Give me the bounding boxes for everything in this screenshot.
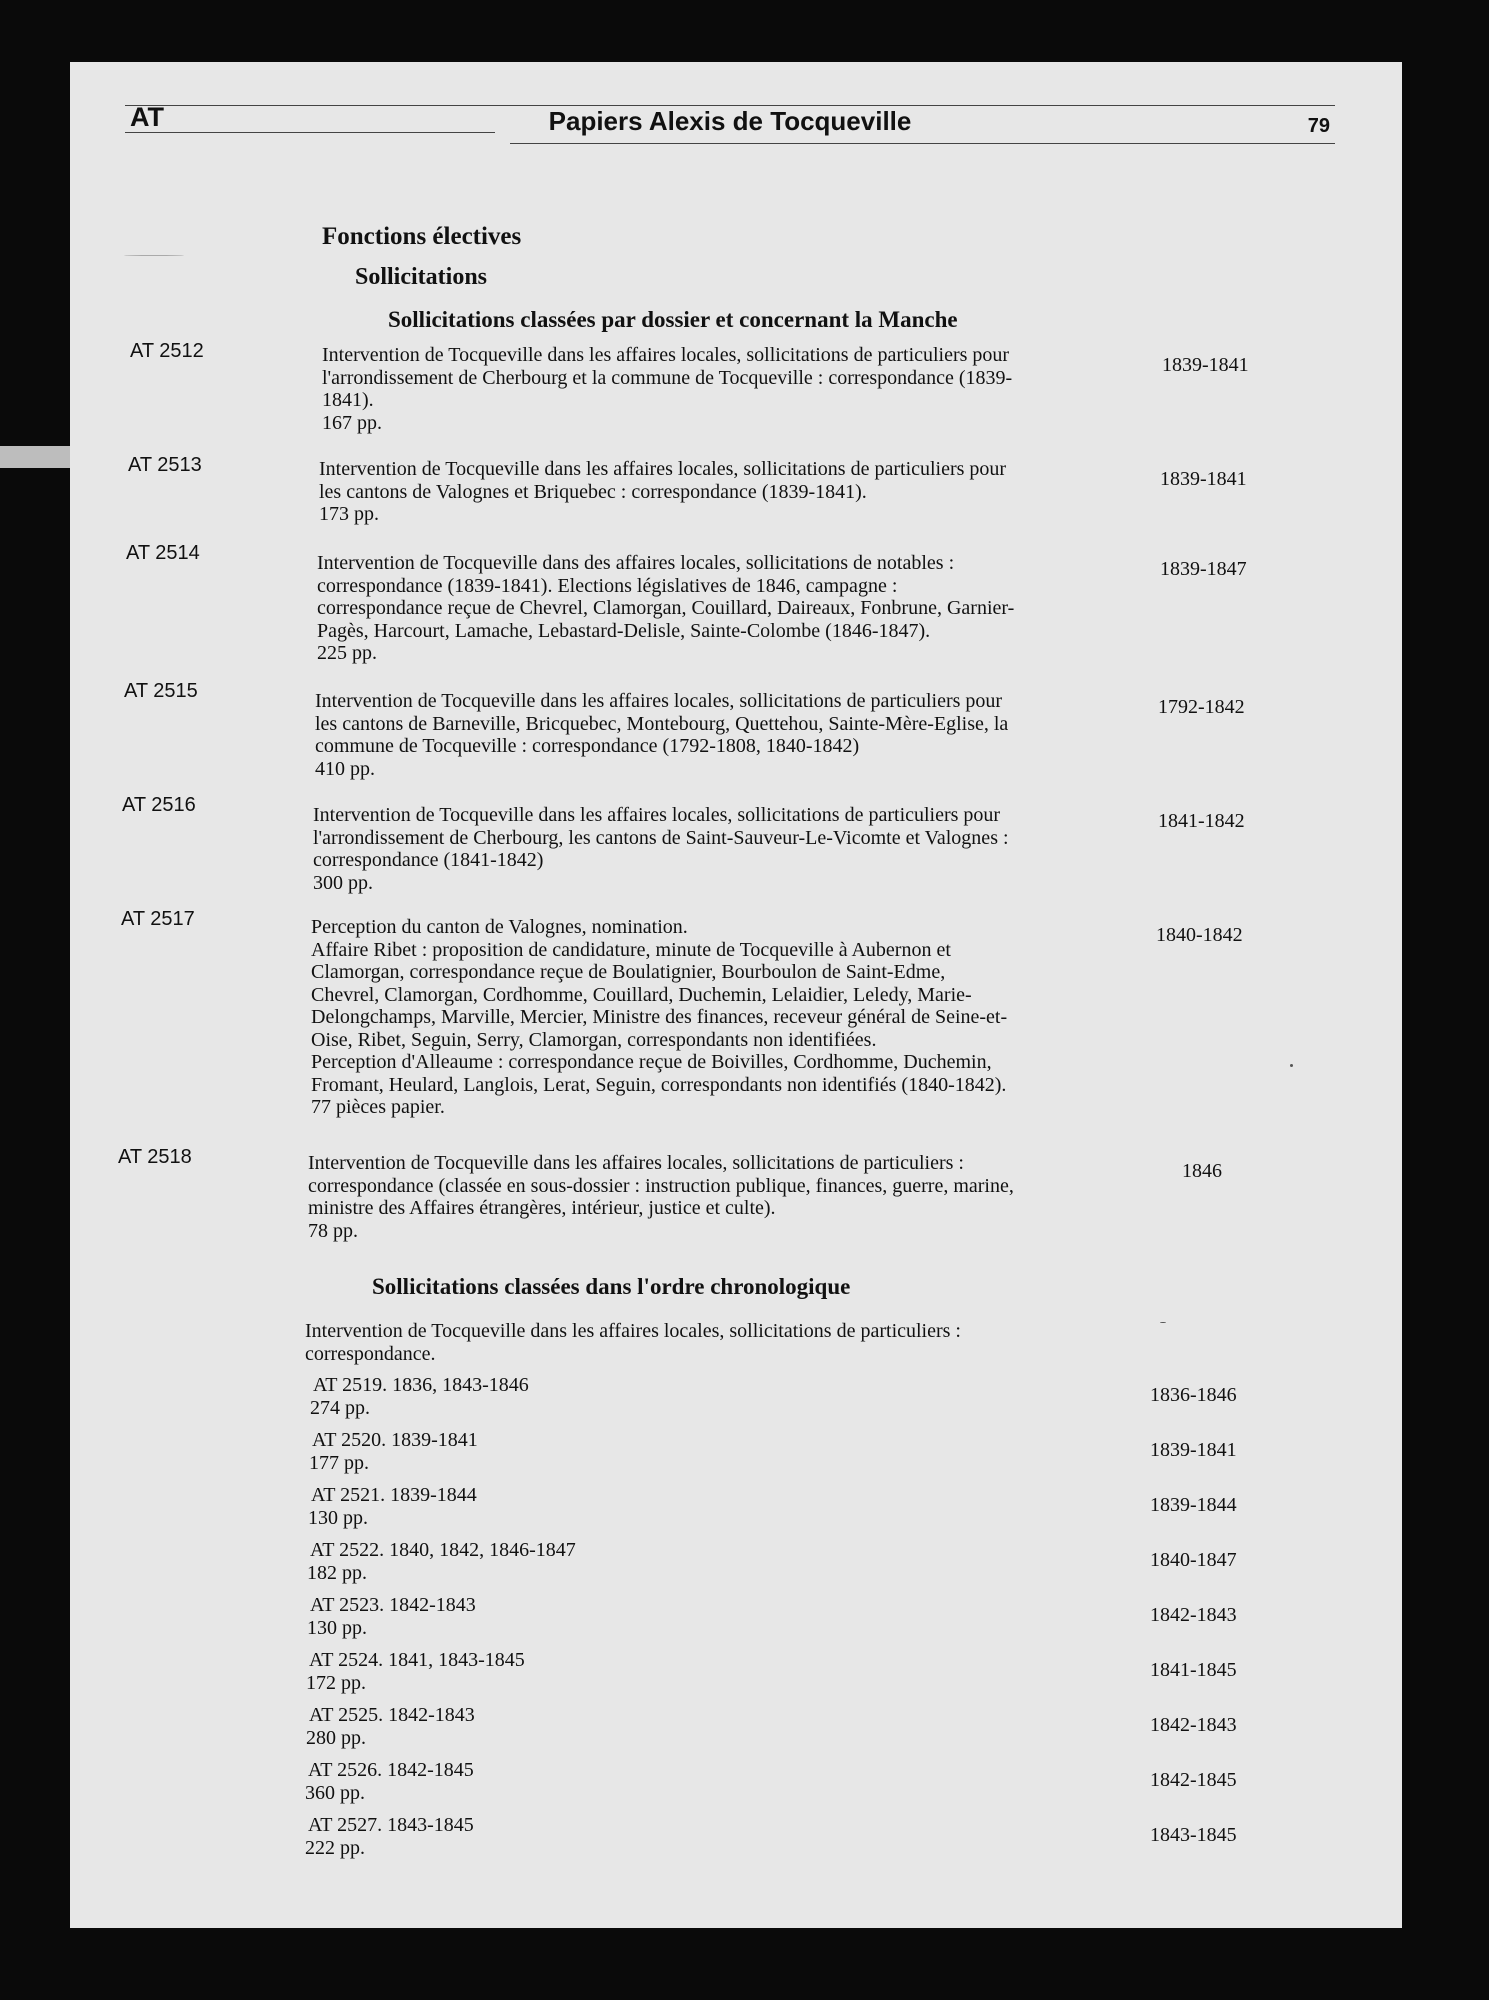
entry-code: AT 2512	[130, 340, 204, 362]
entry-line: correspondance (classée en sous-dossier : instruction publique, finances, guerre, marine,	[308, 1174, 1014, 1197]
entry-description	[319, 458, 1119, 526]
chrono-item	[305, 1759, 908, 1804]
chrono-item	[310, 1374, 913, 1419]
entry-code: AT 2517	[121, 908, 195, 930]
chrono-item-date: 1840-1847	[1150, 1549, 1237, 1571]
section-heading-4: Sollicitations classées dans l'ordre chronologique	[372, 1274, 851, 1299]
chrono-item-date: 1843-1845	[1150, 1824, 1237, 1846]
entry-date: 1792-1842	[1158, 696, 1245, 718]
entry-line: ministre des Affaires étrangères, intérieur, justice et culte).	[308, 1197, 776, 1219]
entry-line: 173 pp.	[319, 503, 379, 525]
entry-line: Intervention de Tocqueville dans des affaires locales, sollicitations de notables :	[317, 552, 955, 574]
entry-line: les cantons de Valognes et Briquebec : correspondance (1839-1841).	[319, 480, 867, 503]
chrono-item-title: AT 2520. 1839-1841	[312, 1429, 478, 1451]
entry-line: Oise, Ribet, Seguin, Serry, Clamorgan, correspondants non identifiées.	[311, 1028, 877, 1051]
chrono-item-pages: 177 pp.	[309, 1451, 369, 1474]
chrono-item	[306, 1704, 909, 1749]
entry-code: AT 2513	[128, 454, 202, 476]
chrono-item-pages: 360 pp.	[305, 1781, 365, 1804]
entry-date: 1841-1842	[1158, 810, 1245, 832]
chrono-item-date: 1842-1843	[1150, 1604, 1237, 1626]
header-title: Papiers Alexis de Tocqueville	[548, 106, 912, 136]
entry-line: 410 pp.	[315, 757, 375, 780]
chrono-item-pages: 182 pp.	[307, 1561, 367, 1584]
chrono-intro-line: Intervention de Tocqueville dans les affaires locales, sollicitations de particuliers :	[305, 1320, 961, 1342]
entry-line: correspondance (1839-1841). Elections législatives de 1846, campagne :	[317, 574, 898, 597]
entry-line: Intervention de Tocqueville dans les affaires locales, sollicitations de particuliers pour	[313, 804, 1001, 826]
chrono-item-pages: 274 pp.	[310, 1396, 370, 1419]
chrono-item-pages: 280 pp.	[306, 1726, 366, 1749]
chrono-item-date: 1839-1841	[1150, 1439, 1237, 1461]
entry-description	[322, 344, 1122, 434]
entry-description	[308, 1152, 1108, 1242]
entry-line: Chevrel, Clamorgan, Cordhomme, Couillard, Duchemin, Lelaidier, Leledy, Marie-	[311, 983, 972, 1006]
chrono-item-date: 1842-1845	[1150, 1769, 1237, 1791]
entry-line: Intervention de Tocqueville dans les affaires locales, sollicitations de particuliers pour	[319, 458, 1007, 480]
page-number: 79	[1307, 115, 1330, 137]
scan-speck	[124, 255, 184, 256]
scan-speck	[1290, 1064, 1293, 1067]
chrono-item-pages: 130 pp.	[308, 1506, 368, 1529]
entry-description	[311, 916, 1111, 1119]
chrono-item-title: AT 2523. 1842-1843	[310, 1594, 476, 1616]
entry-line: Perception du canton de Valognes, nomination.	[311, 916, 688, 938]
entry-line: Clamorgan, correspondance reçue de Boulatignier, Bourboulon de Saint-Edme,	[311, 961, 946, 983]
entry-line: 1841).	[322, 389, 374, 411]
chrono-item	[307, 1594, 910, 1639]
entry-line: Delongchamps, Marville, Mercier, Ministre des finances, receveur général de Seine-et-	[311, 1006, 1008, 1028]
entry-line: 78 pp.	[308, 1219, 358, 1242]
chrono-intro	[305, 1320, 1105, 1365]
chrono-item	[306, 1649, 909, 1694]
entry-date: 1839-1841	[1162, 354, 1249, 376]
entry-line: les cantons de Barneville, Bricquebec, Montebourg, Quettehou, Sainte-Mère-Eglise, la	[315, 712, 1009, 735]
entry-description	[313, 804, 1113, 894]
entry-description	[317, 552, 1117, 665]
entry-line: Perception d'Alleaume : correspondance reçue de Boivilles, Cordhomme, Duchemin,	[311, 1051, 992, 1073]
chrono-item-title: AT 2519. 1836, 1843-1846	[313, 1374, 529, 1396]
entry-line: l'arrondissement de Cherbourg et la commune de Tocqueville : correspondance (1839-	[322, 366, 1013, 389]
chrono-item-pages: 172 pp.	[306, 1671, 366, 1694]
entry-line: Intervention de Tocqueville dans les affaires locales, sollicitations de particuliers pour	[315, 690, 1003, 712]
section-heading-1: Fonctions électives	[322, 223, 522, 250]
header-rule-bottom	[510, 143, 1335, 144]
entry-line: Intervention de Tocqueville dans les affaires locales, sollicitations de particuliers pour	[322, 344, 1010, 366]
entry-line: 225 pp.	[317, 642, 377, 664]
entry-code: AT 2516	[122, 794, 196, 816]
chrono-item	[307, 1539, 910, 1584]
entry-line: correspondance (1841-1842)	[313, 849, 544, 871]
entry-line: correspondance reçue de Chevrel, Clamorgan, Couillard, Daireaux, Fonbrune, Garnier-	[317, 597, 1015, 619]
chrono-item-title: AT 2524. 1841, 1843-1845	[309, 1649, 525, 1671]
chrono-item-title: AT 2527. 1843-1845	[308, 1814, 474, 1836]
entry-description	[315, 690, 1115, 780]
chrono-item-pages: 222 pp.	[305, 1836, 365, 1859]
entry-line: 300 pp.	[313, 871, 373, 894]
entry-line: Affaire Ribet : proposition de candidature, minute de Tocqueville à Aubernon et	[311, 938, 951, 961]
section-heading-3: Sollicitations classées par dossier et concernant la Manche	[388, 307, 958, 332]
entry-line: 167 pp.	[322, 411, 382, 434]
entry-date: 1846	[1182, 1160, 1222, 1182]
scan-speck	[1160, 1322, 1166, 1323]
entry-date: 1839-1841	[1160, 468, 1247, 490]
entry-code: AT 2518	[118, 1146, 192, 1168]
entry-line: 77 pièces papier.	[311, 1096, 445, 1118]
chrono-item-title: AT 2525. 1842-1843	[309, 1704, 475, 1726]
chrono-item	[305, 1814, 908, 1859]
entry-line: l'arrondissement de Cherbourg, les cantons de Saint-Sauveur-Le-Vicomte et Valognes :	[313, 826, 1009, 849]
chrono-item-title: AT 2521. 1839-1844	[311, 1484, 477, 1506]
entry-code: AT 2515	[124, 680, 198, 702]
document-page	[70, 62, 1402, 1928]
header-code: AT	[130, 102, 164, 132]
chrono-item-date: 1839-1844	[1150, 1494, 1237, 1516]
chrono-item	[308, 1484, 911, 1529]
entry-date: 1840-1842	[1156, 924, 1243, 946]
chrono-item-title: AT 2522. 1840, 1842, 1846-1847	[310, 1539, 576, 1561]
chrono-intro-line: correspondance.	[305, 1342, 436, 1365]
chrono-item-date: 1841-1845	[1150, 1659, 1237, 1681]
chrono-item-date: 1842-1843	[1150, 1714, 1237, 1736]
chrono-item	[309, 1429, 912, 1474]
header-rule-left	[125, 132, 495, 133]
entry-line: commune de Tocqueville : correspondance (1792-1808, 1840-1842)	[315, 735, 860, 757]
chrono-item-title: AT 2526. 1842-1845	[308, 1759, 474, 1781]
chrono-item-pages: 130 pp.	[307, 1616, 367, 1639]
entry-line: Intervention de Tocqueville dans les affaires locales, sollicitations de particuliers :	[308, 1152, 964, 1174]
entry-line: Fromant, Heulard, Langlois, Lerat, Seguin, correspondants non identifiés (1840-1842).	[311, 1073, 1007, 1096]
entry-line: Pagès, Harcourt, Lamache, Lebastard-Delisle, Sainte-Colombe (1846-1847).	[317, 619, 931, 642]
entry-date: 1839-1847	[1160, 558, 1247, 580]
entry-code: AT 2514	[126, 542, 200, 564]
chrono-item-date: 1836-1846	[1150, 1384, 1237, 1406]
section-heading-2: Sollicitations	[355, 264, 488, 290]
